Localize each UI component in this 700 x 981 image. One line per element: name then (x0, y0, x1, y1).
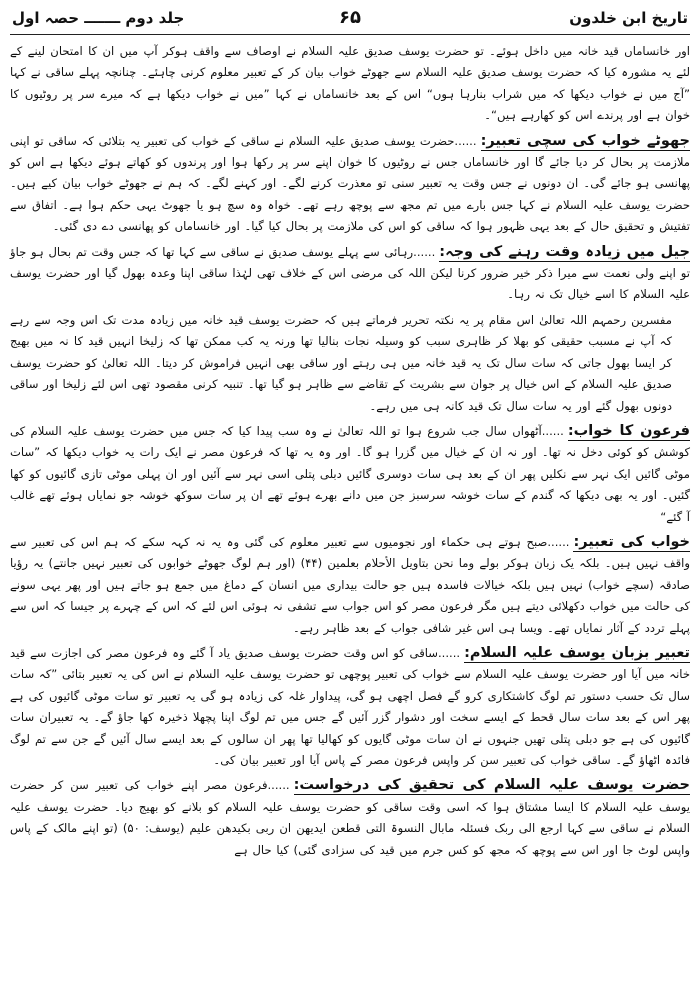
page-number: ۶۵ (339, 7, 361, 28)
paragraph-false-dream-interpretation (10, 131, 690, 238)
page-header (10, 6, 690, 35)
volume-part: جلد دوم ـــــــ حصہ اول (12, 9, 185, 27)
paragraph-dream-interpretation (10, 532, 690, 639)
paragraph-text: ......فرعون مصر اپنے خواب کی تعبیر سن کر حضرت یوسف علیہ السلام کا ایسا مشتاق ہوا کہ اسی وقت ساقی کو حضرت یوسف علیہ السلام کو بلانے کو بھیج دیا۔ حضرت یوسف علیہ السلام نے ساقی سے کہا ارجع الی ربک فسئلہ مابال النسوۃ التی قطعن ایدیھن ان ربی بکیدھن علیم (یوسف: ۵۰) (تو اپنے مالک کے پاس واپس لوٹ جا اور اس سے پوچھ کہ مجھ کو کس جرم میں قید کی سزادی گئی) کیا حال ہے (10, 778, 690, 857)
paragraph-yusuf-interpretation (10, 643, 690, 771)
page-body (10, 41, 690, 861)
paragraph-text: مفسرین رحمہم اللہ تعالیٰ اس مقام پر یہ نکتہ تحریر فرماتے ہیں کہ حضرت یوسف قید خانہ میں زیادہ مدت تک اس وجہ سے رہے کہ آپ نے مسبب حقیقی کو بھلا کر ظاہری سبب کو وسیلہ نجات بنالیا تھا ورنہ یہ کب ممکن تھا کہ زلیخا انہیں قید کا نہ میں بھیج کر ایسا بھول جاتی کہ سات سال تک یہ قید خانہ میں ہی رہتے اور ساقی بھی انہیں فراموش کر دیتا۔ اللہ تعالیٰ کو حضرت یوسف صدیق علیہ السلام کے اس خیال پر جوان سے بشریت کے تقاضے سے ظاہر ہو گیا تھا۔ تنبیہ کرنی مقصود تھی اس لئے زلیخا اور ساقی دونوں بھول گئے اور یہ سات سال تک قید کانہ ہی میں رہے۔ (10, 312, 672, 413)
book-title: تاریخ ابن خلدون (569, 9, 688, 27)
paragraph-text: ......حضرت یوسف صدیق علیہ السلام نے ساقی کے خواب کی تعبیر یہ بتلائی کہ ساقی تو اپنی ملازمت پر بحال کر دیا جائے گا اور خانساماں جس نے روٹیوں کا خوان اپنے سر پر رکھا ہوا اور پرندوں کو کھاتے ہوئے دیکھا ہے اس کو پھانسی ہو جائے گی۔ ان دونوں نے جس وقت یہ تعبیر سنی تو معذرت کرنے لگے۔ اور کہنے لگے۔ کہ ہم نے جھوٹے خواب بیان کیے ہیں۔ حضرت یوسف علیہ السلام نے کہا جس بارے میں تم مجھ سے پوچھ رہے تھے۔ خواہ وہ سچ ہو یا جھوٹ یہی حکم ہوا ہے۔ اتفاق سے تفتیش و تحقیق حال کے بعد یہی ظہور ہوا کہ ساقی کو اس کی ملازمت پر بحال کیا گیا۔ اور خانساماں کو پھانسی دے دی گئی۔ (10, 133, 690, 234)
paragraph-text: ......رہائی سے پہلے یوسف صدیق نے ساقی سے کہا تھا کہ جس وقت تم بحال ہو جاؤ تو اپنے ولی نعمت سے میرا ذکر خیر ضرور کرنا لیکن اللہ کی مرضی اس کے خلاف تھی لہٰذا ساقی اپنا وعدہ بھول گیا اور حضرت یوسف علیہ السلام کا اسے خیال تک نہ رہا۔ (10, 244, 690, 302)
paragraph-text: ......آٹھواں سال جب شروع ہوا تو اللہ تعالیٰ نے وہ سب پیدا کیا کہ جس میں حضرت یوسف علیہ السلام کی کوشش کو کوئی دخل نہ تھا۔ اور نہ ان کے خیال میں گزرا ہو گا۔ اور وہ یہ تھا کہ فرعون مصر نے ایک رات یہ خواب دیکھا کہ ”سات موٹی گائیں ایک نہر سے نکلیں پھر ان کے بعد ہی سات دوسری گائیں دبلی پتلی اسی نہر سے آئیں اور ان پہلی موٹی تازی گائیوں کو کھا گئیں۔ اور یہ بھی دیکھا کہ گندم کے سات خوشہ سرسبز جن میں دانے بھرے ہوئے تھے ان پر سات سوکھ خوشہ جو نمایاں ہوئے تھے غالب آ گئے“ (10, 423, 690, 524)
paragraph-investigation-request (10, 775, 690, 861)
section-heading: فرعون کا خواب: (567, 422, 690, 439)
paragraph-prison-stay-reason (10, 242, 690, 306)
paragraph-commentators-note (10, 310, 690, 417)
paragraph-text: ......صبح ہوتے ہی حکماء اور نجومیوں سے تعبیر معلوم کی گئی وہ یہ نہ کہہ سکے کہ ہم اس کی تعبیر سے واقف نہیں ہیں۔ بلکہ یک زبان ہوکر بولے وما نحن بتاویل الأحلام بعلمین (۴۴) (اور ہم لوگ جھوٹے خوابوں کی تعبیر نہیں جانتے) یہ رؤیا صادقہ (سچے خواب) نہیں ہیں بلکہ خیالات فاسدہ ہیں جو حالت بیداری میں انسان کے دماغ میں جمع ہو جاتے ہیں اور پھر یہی سونے کی حالت میں خواب دکھلائی دیتے ہیں مگر فرعون مصر کو اس جواب سے تشفی نہ ہوئی اس لئے کہ اس کے چہرے پر جیسا کہ اس سے پہلے تردد کے آثار نمایاں تھے۔ ویسا ہی اس غیر شافی جواب کے بعد ظاہر رہے۔ (10, 534, 690, 635)
section-heading: جھوٹے خواب کی سچی تعبیر: (480, 132, 690, 149)
paragraph-1 (10, 41, 690, 127)
section-heading: خواب کی تعبیر: (573, 533, 690, 550)
paragraph-pharaoh-dream (10, 421, 690, 528)
paragraph-text: اور خانساماں قید خانہ میں داخل ہوئے۔ تو حضرت یوسف صدیق علیہ السلام نے اوصاف سے واقف ہوکر آپ میں ان کا امتحان لینے کے لئے یہ مشورہ کیا کہ حضرت یوسف صدیق علیہ السلام سے جھوٹے خواب بیان کر کے تعبیر معلوم کرنی چاہئے۔ چنانچہ پہلے ساقی نے کہا ”آج میں نے خواب دیکھا کہ میں شراب بنارہا ہوں“ اس کے بعد خانساماں نے کہا ”میں نے خواب دیکھا ہے کہ میرے سر پر روٹیوں کا خوان ہے اور پرندے اس کو کھارہے ہیں“۔ (10, 44, 690, 123)
paragraph-text: ......ساقی کو اس وقت حضرت یوسف صدیق یاد آ گئے وہ فرعون مصر کی اجازت سے قید خانہ میں آیا اور حضرت یوسف علیہ السلام سے خواب کی تعبیر پوچھی تو حضرت یوسف علیہ السلام نے اس کی یہ تعبیر بتائی ”کہ سات سال تک حسب دستور تم لوگ کاشتکاری کرو گے فصل اچھی ہو گی، پیداوار غلہ کی زیادہ ہو گی یہ تعبیر تو سات موٹی گائیوں کی ہے پھر اس کے بعد سات سال قحط کے ایسے سخت اور دشوار گزر آئیں گے جس میں تم لوگ اپنا پچھلا ذخیرہ کھا جاؤ گے۔ یہ تعبیران سات گائیوں کی ہے جو دبلی پتلی تھیں جنہوں نے ان سات موٹی گایوں کو کھالیا تھا پھر ان سالوں کے بعد ایسے سال آئیں گے جن سے تم لوگ فائدہ اٹھاؤ گے۔ ساقی خواب کی تعبیر سن کر واپس فرعون مصر کے پاس آیا اور تعبیر بیان کی۔ (10, 645, 690, 767)
section-heading: حضرت یوسف علیہ السلام کی تحقیق کی درخواست: (293, 777, 690, 794)
section-heading: تعبیر بزبان یوسف علیہ السلام: (464, 644, 690, 661)
section-heading: جیل میں زیادہ وقت رہنے کی وجہ: (439, 243, 690, 260)
